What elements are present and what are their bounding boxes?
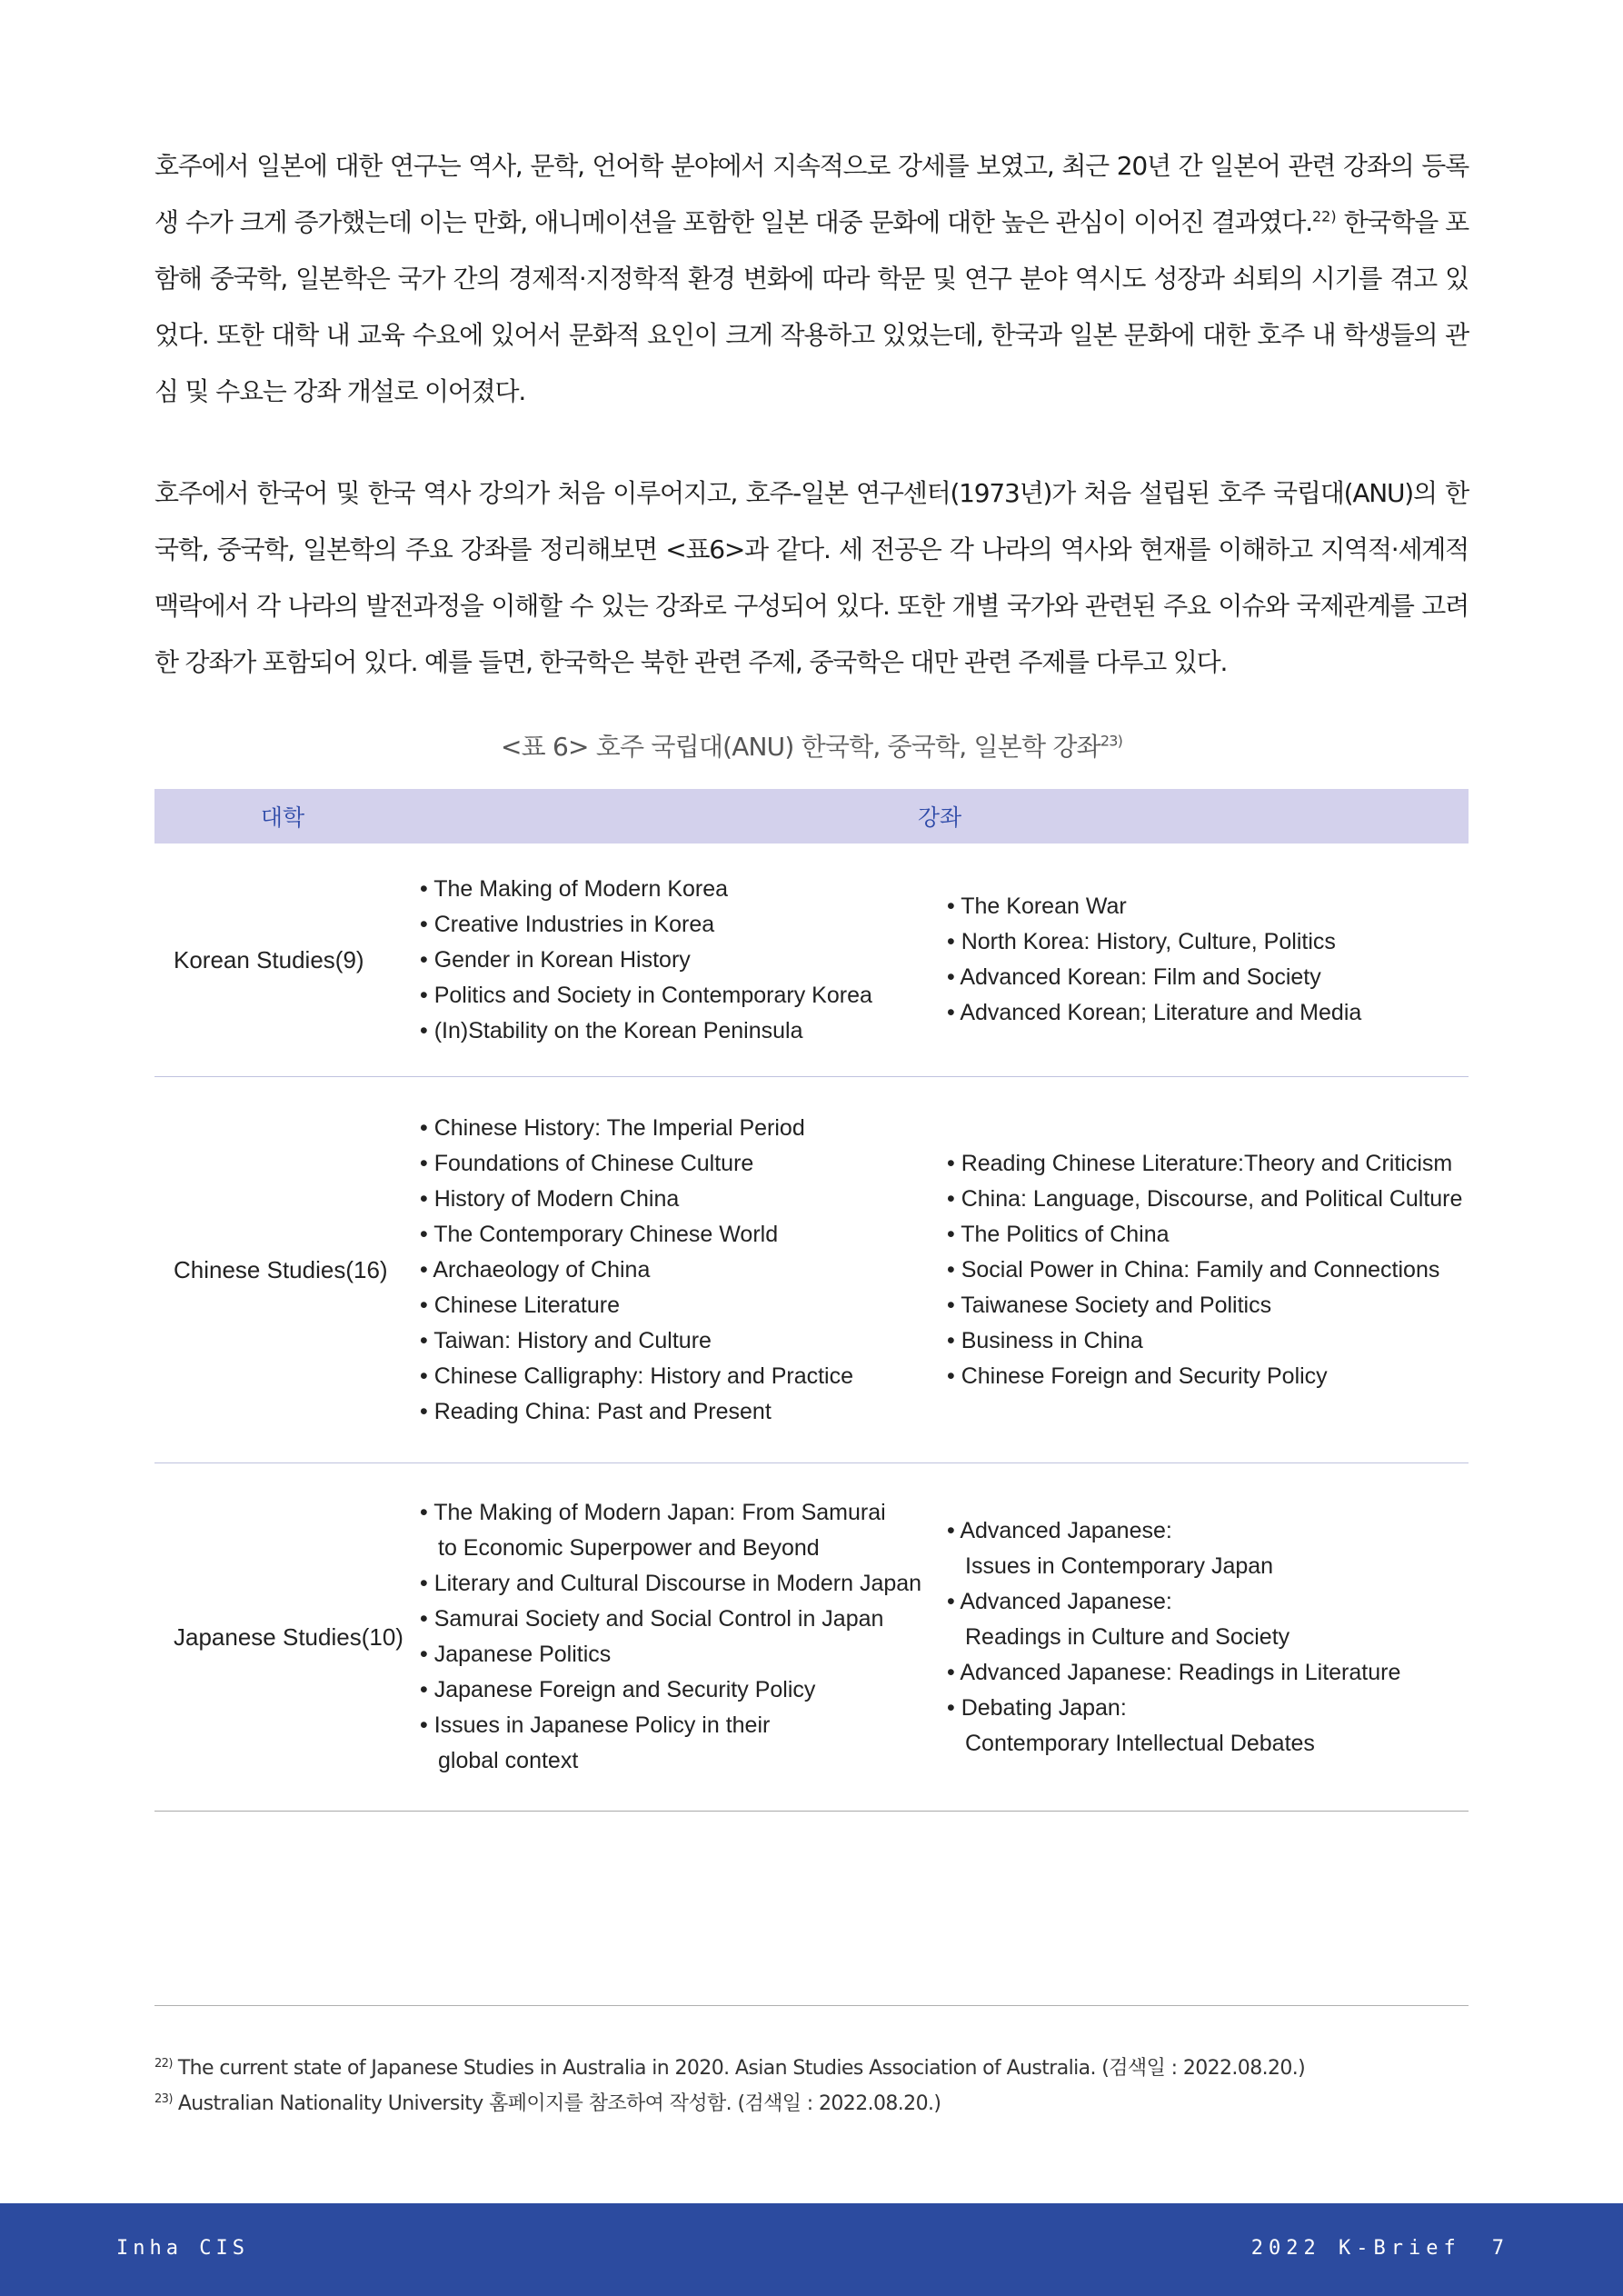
footnote-number: 23)	[154, 2091, 173, 2106]
table-row-chinese-studies	[154, 1077, 1469, 1463]
paragraph-1	[154, 138, 1469, 420]
course-list-right	[947, 889, 1469, 1031]
page-number: 7	[1491, 2237, 1509, 2260]
footnote-23	[154, 2088, 1469, 2116]
course-item-continuation: Contemporary Intellectual Debates	[965, 1730, 1315, 1756]
course-item: • Taiwan: History and Culture	[420, 1327, 712, 1353]
course-item: • Debating Japan:	[947, 1694, 1127, 1721]
course-list-left	[420, 1495, 947, 1779]
course-item: • (In)Stability on the Korean Peninsula	[420, 1017, 803, 1043]
course-item: • Politics and Society in Contemporary Korea	[420, 982, 872, 1008]
table-header	[154, 789, 1469, 844]
course-item: • Advanced Japanese: Readings in Literature	[947, 1659, 1401, 1685]
course-item: • Advanced Japanese:	[947, 1588, 1172, 1614]
course-item: • The Making of Modern Japan: From Samurai	[420, 1500, 886, 1525]
course-item: • Business in China	[947, 1327, 1143, 1353]
course-item: • Advanced Japanese:	[947, 1517, 1172, 1543]
course-item: • Archaeology of China	[420, 1256, 651, 1283]
table-row-japanese-studies	[154, 1463, 1469, 1812]
course-item: • Creative Industries in Korea	[420, 911, 715, 937]
footnote-ref-23[interactable]: 23)	[1100, 732, 1123, 750]
paragraph-1-text-b: 한국학을 포함해 중국학, 일본학은 국가 간의 경제적·지정학적 환경 변화에 따라 학문 및 연구 분야 역시도 성장과 쇠퇴의 시기를 겪고 있었다. 또한 대학 내 교육 수요에 있어서 문화적 요인이 크게 작용하고 있었는데, 한국과 일본 문화에 대한 호주 내 학생들의 관심 및 수요는 강좌 개설로 이어졌다.	[154, 207, 1469, 406]
footnote-number: 22)	[154, 2056, 173, 2071]
course-item: • Chinese History: The Imperial Period	[420, 1114, 805, 1141]
course-item: • History of Modern China	[420, 1185, 680, 1212]
course-item-continuation: global context	[438, 1748, 579, 1773]
table-caption	[154, 727, 1469, 764]
course-item: • The Making of Modern Korea	[420, 875, 729, 902]
course-item: • Social Power in China: Family and Connections	[947, 1256, 1440, 1283]
course-item: • Taiwanese Society and Politics	[947, 1292, 1272, 1318]
course-item: • Chinese Literature	[420, 1292, 620, 1318]
university-cell: Chinese Studies(16)	[174, 1255, 388, 1283]
course-item: • The Contemporary Chinese World	[420, 1221, 779, 1247]
course-item: • Gender in Korean History	[420, 946, 691, 973]
table-row-korean-studies	[154, 844, 1469, 1077]
course-item: • Advanced Korean: Film and Society	[947, 964, 1321, 990]
course-item: • China: Language, Discourse, and Political Culture	[947, 1185, 1463, 1212]
university-cell: Korean Studies(9)	[174, 945, 364, 973]
course-item-continuation: Issues in Contemporary Japan	[965, 1552, 1274, 1579]
course-item: • The Politics of China	[947, 1221, 1170, 1247]
paragraph-1-text-a: 호주에서 일본에 대한 연구는 역사, 문학, 언어학 분야에서 지속적으로 강세를 보였고, 최근 20년 간 일본어 관련 강좌의 등록생 수가 크게 증가했는데 이는 만화, 애니메이션을 포함한 일본 대중 문화에 대한 높은 관심이 이어진 결과였다.	[154, 151, 1469, 237]
course-item: • Japanese Politics	[420, 1642, 612, 1667]
course-item: • The Korean War	[947, 893, 1127, 919]
course-item: • Chinese Calligraphy: History and Practice	[420, 1363, 854, 1389]
footnote-divider	[154, 2005, 1469, 2006]
course-list-left	[420, 872, 947, 1049]
course-item-continuation: Readings in Culture and Society	[965, 1623, 1290, 1650]
footer-bar	[0, 2203, 1623, 2296]
paragraph-2: 호주에서 한국어 및 한국 역사 강의가 처음 이루어지고, 호주-일본 연구센터(1973년)가 처음 설립된 호주 국립대(ANU)의 한국학, 중국학, 일본학의 주요 강좌를 정리해보면 <표6>과 같다. 세 전공은 각 나라의 역사와 현재를 이해하고 지역적·세계적 맥락에서 각 나라의 발전과정을 이해할 수 있는 강좌로 구성되어 있다. 또한 개별 국가와 관련된 주요 이슈와 국제관계를 고려한 강좌가 포함되어 있다. 예를 들면, 한국학은 북한 관련 주제, 중국학은 대만 관련 주제를 다루고 있다.	[154, 478, 1469, 677]
course-item: • Reading Chinese Literature:Theory and Criticism	[947, 1150, 1453, 1176]
footnote-text: The current state of Japanese Studies in Australia in 2020. Asian Studies Association of Australia. (검색일 : 2022.08.20.)	[177, 2057, 1306, 2080]
course-item: • North Korea: History, Culture, Politics	[947, 929, 1336, 954]
footer-publisher: Inha CIS	[116, 2237, 249, 2260]
course-item-continuation: to Economic Superpower and Beyond	[438, 1535, 820, 1561]
course-item: • Chinese Foreign and Security Policy	[947, 1363, 1328, 1389]
course-item: • Issues in Japanese Policy in their	[420, 1712, 771, 1738]
course-list-right	[947, 1513, 1469, 1762]
university-cell: Japanese Studies(10)	[174, 1622, 403, 1651]
footnote-ref-22[interactable]: 22)	[1311, 207, 1337, 225]
footer-right	[1251, 2237, 1509, 2260]
courses-table	[154, 789, 1469, 1812]
footnote-text: Australian Nationality University 홈페이지를 참조하여 작성함. (검색일 : 2022.08.20.)	[177, 2092, 941, 2115]
course-list-right	[947, 1146, 1469, 1394]
course-item: • Foundations of Chinese Culture	[420, 1150, 754, 1176]
table-caption-text: <표 6> 호주 국립대(ANU) 한국학, 중국학, 일본학 강좌	[500, 732, 1100, 762]
course-item: • Literary and Cultural Discourse in Modern Japan	[420, 1571, 922, 1596]
course-item: • Samurai Society and Social Control in Japan	[420, 1606, 884, 1632]
footer-series: 2022 K-Brief	[1250, 2237, 1461, 2260]
course-item: • Advanced Korean; Literature and Media	[947, 1000, 1362, 1025]
header-courses: 강좌	[917, 804, 962, 831]
course-item: • Japanese Foreign and Security Policy	[420, 1677, 816, 1702]
course-list-left	[420, 1111, 947, 1430]
course-item: • Reading China: Past and Present	[420, 1398, 772, 1424]
header-university: 대학	[260, 804, 305, 831]
footnote-22	[154, 2052, 1469, 2081]
